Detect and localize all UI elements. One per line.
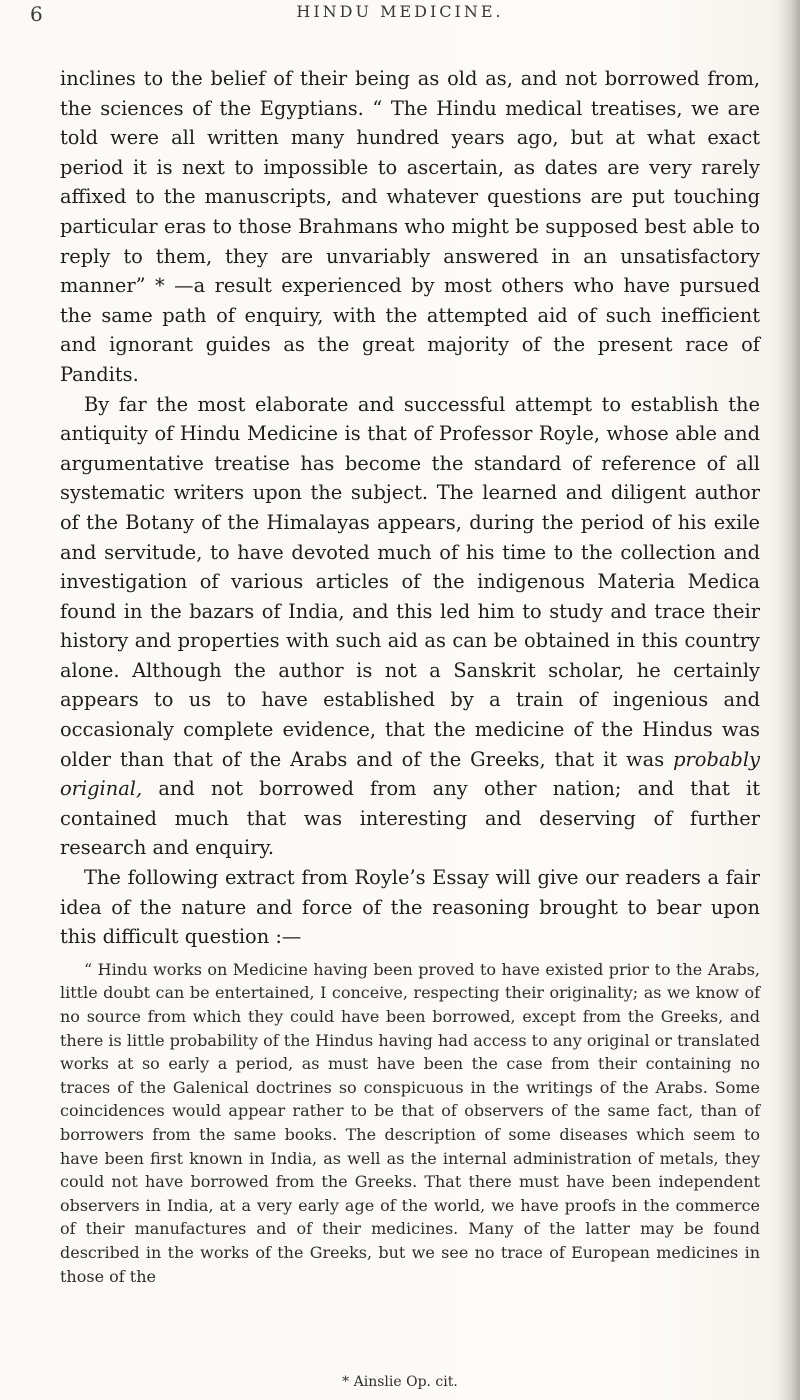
paragraph-2-italic: probably original, bbox=[60, 747, 760, 801]
paragraph-3: The following extract from Royle’s Essay will give our readers a fair idea of the nature and force of the reasoning brought to bear upon this difficult question :— bbox=[60, 866, 760, 949]
footnote: * Ainslie Op. cit. bbox=[342, 1374, 458, 1390]
page-edge-shadow bbox=[778, 0, 800, 1400]
page-number: 6 bbox=[30, 2, 43, 26]
paragraph-2-text: By far the most elaborate and successful attempt to establish the antiquity of Hindu Medicine is that of Professor Royle, whose able and argumentative treatise has become the standard of reference of all systematic writers upon the subject. The learned and diligent author of the Botany of the Himalayas appears, during the period of his exile and servitude, to have devoted much of his time to the collection and investigation of various articles of the indigenous Materia Medica found in the bazars of India, and this led him to study and trace their history and properties with such aid as can be obtained in this country alone. Although the author is not a Sanskrit scholar, he certainly appears to us to have established by a train of ingenious and occasionaly complete evidence, that the medicine of the Hindus was older than that of the Arabs and of the Greeks, that it was bbox=[60, 392, 760, 771]
paragraph-2-end: and not borrowed from any other nation; and that it contained much that was interesting and deserving of further research and enquiry. bbox=[60, 777, 760, 860]
running-head: HINDU MEDICINE. bbox=[296, 2, 504, 21]
page-body bbox=[60, 64, 760, 1288]
paragraph-2 bbox=[60, 390, 760, 864]
paragraph-1: inclines to the belief of their being as old as, and not borrowed from, the sciences of the Egyptians. “ The Hindu medical treatises, we are told were all written many hundred years ago, but at what exact period it is next to impossible to ascertain, as dates are very rarely affixed to the manuscripts, and whatever questions are put touching particular eras to those Brahmans who might be supposed best able to reply to them, they are unvariably answered in an unsatisfactory manner” * —a result experienced by most others who have pursued the same path of enquiry, with the attempted aid of such inefficient and ignorant guides as the great majority of the present race of Pandits. bbox=[60, 67, 760, 386]
page-header bbox=[30, 2, 770, 30]
block-quote: “ Hindu works on Medicine having been proved to have existed prior to the Arabs, little doubt can be entertained, I conceive, respecting their originality; as we know of no source from which they could have been borrowed, except from the Greeks, and there is little probability of the Hindus having had access to any original or translated works at so early a period, as must have been the case from their containing no traces of the Galenical doctrines so conspicuous in the writings of the Arabs. Some coincidences would appear rather to be that of observers of the same fact, than of borrowers from the same books. The description of some diseases which seem to have been first known in India, as well as the internal administration of metals, they could not have borrowed from the Greeks. That there must have been independent observers in India, at a very early age of the world, we have proofs in the commerce of their manufactures and of their medicines. Many of the latter may be found described in the works of the Greeks, but we see no trace of European medicines in those of the bbox=[60, 959, 760, 1286]
